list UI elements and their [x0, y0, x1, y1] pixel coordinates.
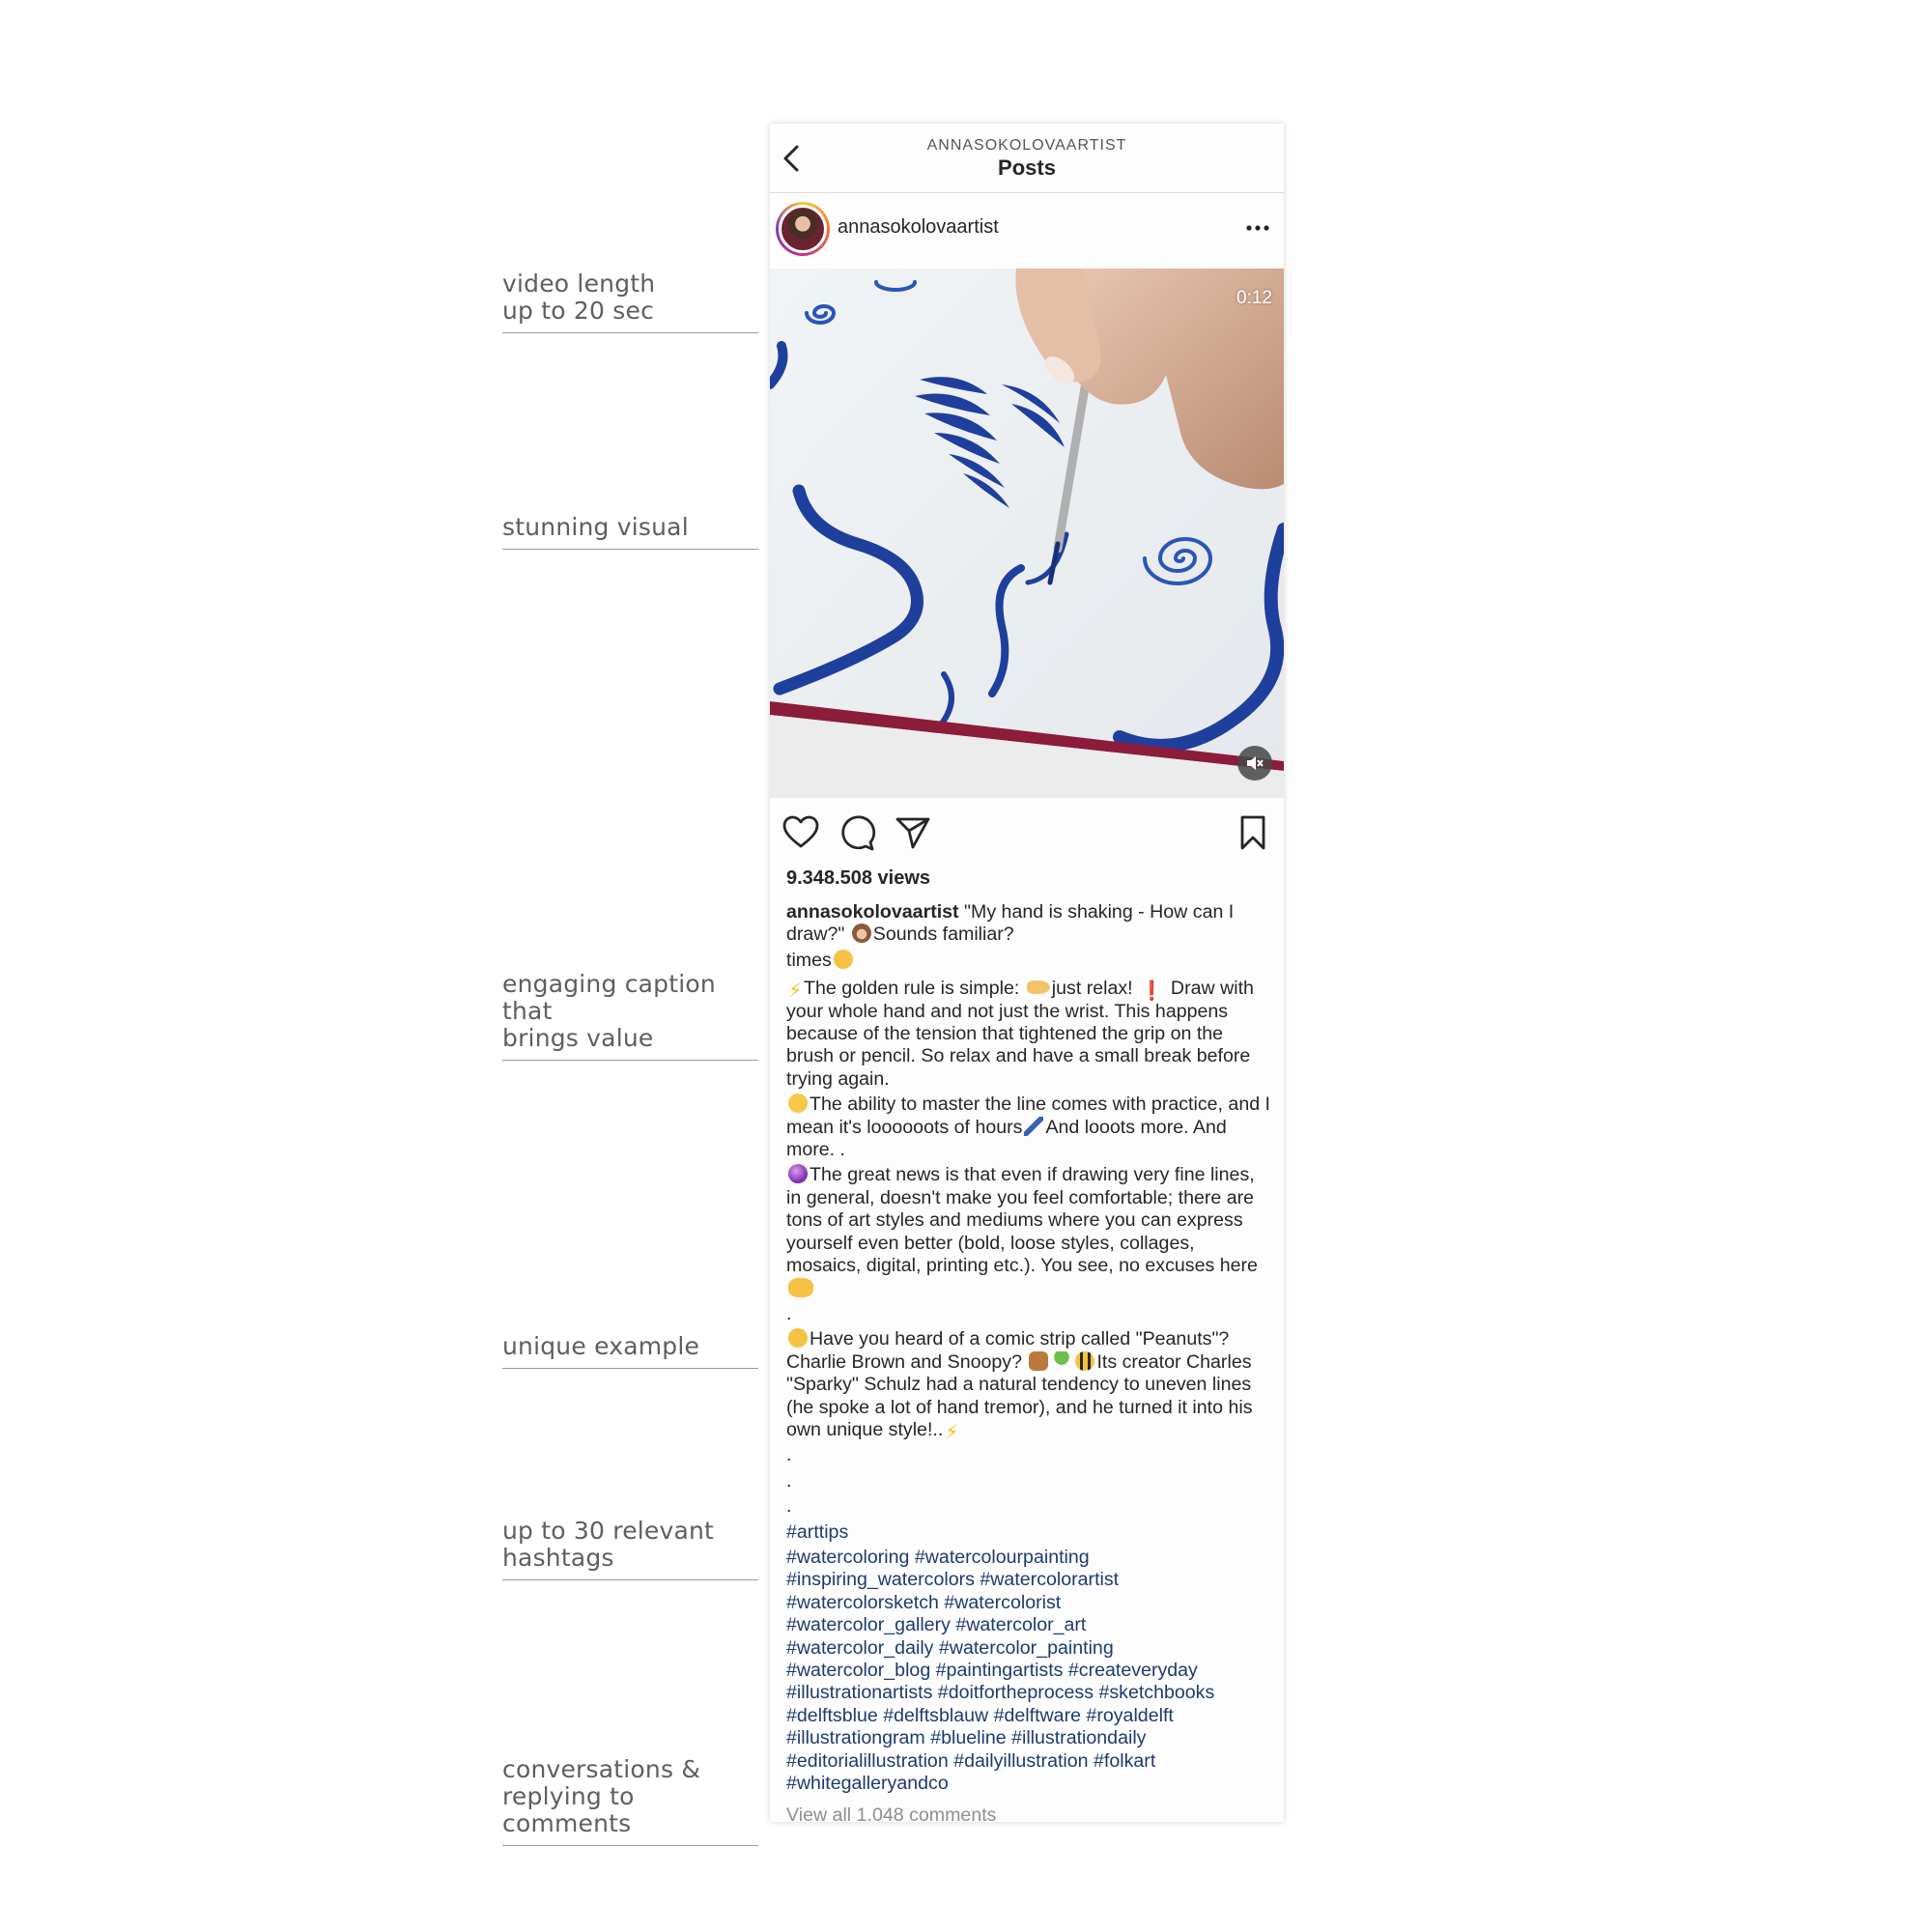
action-bar: [770, 798, 1284, 867]
caption-dot: .: [786, 1495, 792, 1518]
page-title: Posts: [998, 156, 1056, 180]
annotation-line: hashtags: [502, 1544, 614, 1572]
annotation-line: up to 20 sec: [502, 297, 655, 325]
account-name-header: ANNASOKOLOVAARTIST: [926, 137, 1127, 154]
heart-icon[interactable]: [781, 813, 820, 852]
seedling-icon: [1052, 1351, 1071, 1371]
view-count: 9.348.508 views: [786, 867, 931, 889]
hashtag-line[interactable]: #illustrationgram #blueline #illustrationdaily: [786, 1727, 1147, 1749]
bee-icon: [1075, 1351, 1094, 1371]
annotation-line: conversations &: [502, 1755, 701, 1783]
caption-text: times: [786, 949, 832, 971]
caption-text: "My hand is shaking - How can I draw?": [786, 901, 1235, 946]
instagram-post-screen: [770, 124, 1284, 1822]
post-video[interactable]: [770, 269, 1284, 798]
hashtag-line[interactable]: #watercolor_gallery #watercolor_art: [786, 1614, 1087, 1636]
exclamation-icon: ❗: [1140, 980, 1164, 1003]
annotation-line: brings value: [502, 1024, 654, 1052]
hashtag-line[interactable]: #whitegalleryandco: [786, 1773, 949, 1795]
annotation-video-length: [502, 270, 758, 333]
watercolor-video-frame: [770, 269, 1284, 798]
caption-username[interactable]: annasokolovaartist: [786, 901, 959, 923]
annotation-line: engaging caption that: [502, 970, 716, 1025]
annotation-stunning-visual: [502, 514, 758, 550]
caption-text: Have you heard of a comic strip called "Peanuts"? Charlie Brown and Snoopy?: [786, 1328, 1230, 1373]
relieved-face-icon: [788, 1094, 808, 1113]
annotation-line: unique example: [502, 1332, 700, 1360]
annotation-unique-example: [502, 1333, 758, 1369]
caption-text: The great news is that even if drawing very fine lines, in general, doesn't make you feel comfortable; there are tons of art styles and mediums where you can express yourself even better (bold, loose styles, collages, mosaics, digital, printing etc.). You see, no excuses here: [786, 1164, 1258, 1277]
hashtag-line[interactable]: #watercolorsketch #watercolorist: [786, 1591, 1062, 1613]
lightning-icon: ⚡: [945, 1421, 959, 1443]
hashtag-line[interactable]: #watercolor_blog #paintingartists #createveryday: [786, 1660, 1198, 1681]
annotation-conversations: [502, 1756, 758, 1846]
hashtag-line[interactable]: #illustrationartists #doitfortheprocess #sketchbooks: [786, 1682, 1215, 1704]
see-no-evil-monkey-icon: [852, 923, 871, 943]
pleading-face-icon: [834, 950, 853, 969]
pointing-hand-icon: [1027, 980, 1050, 994]
open-hands-icon: [788, 1278, 813, 1297]
caption-dot: .: [786, 1302, 792, 1324]
annotation-hashtags: [502, 1518, 758, 1580]
hashtag-list: [786, 1521, 1270, 1796]
caption-text: And looots more. And more. .: [786, 1116, 1227, 1161]
top-navigation-bar: [770, 124, 1284, 193]
caption-text: Sounds familiar?: [872, 923, 1014, 946]
post-header: [770, 193, 1284, 269]
bookmark-icon[interactable]: [1234, 813, 1272, 852]
dog-icon: [1029, 1351, 1048, 1371]
view-all-comments-link[interactable]: View all 1.048 comments: [786, 1804, 997, 1822]
paintbrush-icon: [1024, 1117, 1043, 1136]
caption-text: Draw with your whole hand and not just the wrist. This happens because of the tension that tightened the grip on the brush or pencil. So relax and have a small break before trying again.: [786, 978, 1254, 1090]
hashtag-line[interactable]: #watercolor_daily #watercolor_painting: [786, 1636, 1114, 1659]
caption-text: Its creator Charles "Sparky" Schulz had a natural tendency to uneven lines (he spoke a lot of hand tremor), and he turned it into his own unique style!..: [786, 1350, 1253, 1440]
annotation-line: video length: [502, 270, 656, 298]
hashtag-line[interactable]: #watercoloring #watercolourpainting: [786, 1546, 1090, 1568]
post-content: [770, 867, 1284, 1822]
hashtag-line[interactable]: #delftsblue #delftsblauw #delftware #royaldelft: [786, 1704, 1174, 1726]
post-caption: [786, 901, 1270, 1519]
hashtag-line[interactable]: #arttips: [786, 1520, 849, 1543]
crystal-ball-icon: [788, 1164, 808, 1183]
annotation-line: up to 30 relevant: [502, 1517, 715, 1545]
annotation-engaging-caption: [502, 971, 758, 1061]
post-username[interactable]: annasokolovaartist: [838, 216, 999, 238]
mute-icon: [1245, 753, 1264, 773]
comment-icon[interactable]: [838, 813, 876, 852]
annotation-line: stunning visual: [502, 513, 689, 541]
caption-dot: .: [786, 1469, 792, 1492]
caption-text: just relax!: [1051, 978, 1139, 1000]
caption-text: The golden rule is simple:: [804, 978, 1025, 1000]
heart-eyes-icon: [788, 1328, 808, 1348]
hashtag-line[interactable]: #editorialillustration #dailyillustration #folkart: [786, 1749, 1156, 1772]
more-icon[interactable]: [1243, 218, 1272, 238]
lightning-icon: ⚡: [788, 980, 803, 1003]
annotation-line: replying to comments: [502, 1782, 635, 1837]
avatar[interactable]: [776, 202, 830, 256]
share-icon[interactable]: [894, 813, 932, 852]
hashtag-line[interactable]: #inspiring_watercolors #watercolorartist: [786, 1569, 1120, 1591]
mute-button[interactable]: [1237, 746, 1272, 781]
caption-text: The ability to master the line comes with practice, and I mean it's loooooots of hours: [786, 1094, 1270, 1138]
video-duration: 0:12: [1236, 288, 1272, 308]
caption-dot: .: [786, 1444, 792, 1466]
